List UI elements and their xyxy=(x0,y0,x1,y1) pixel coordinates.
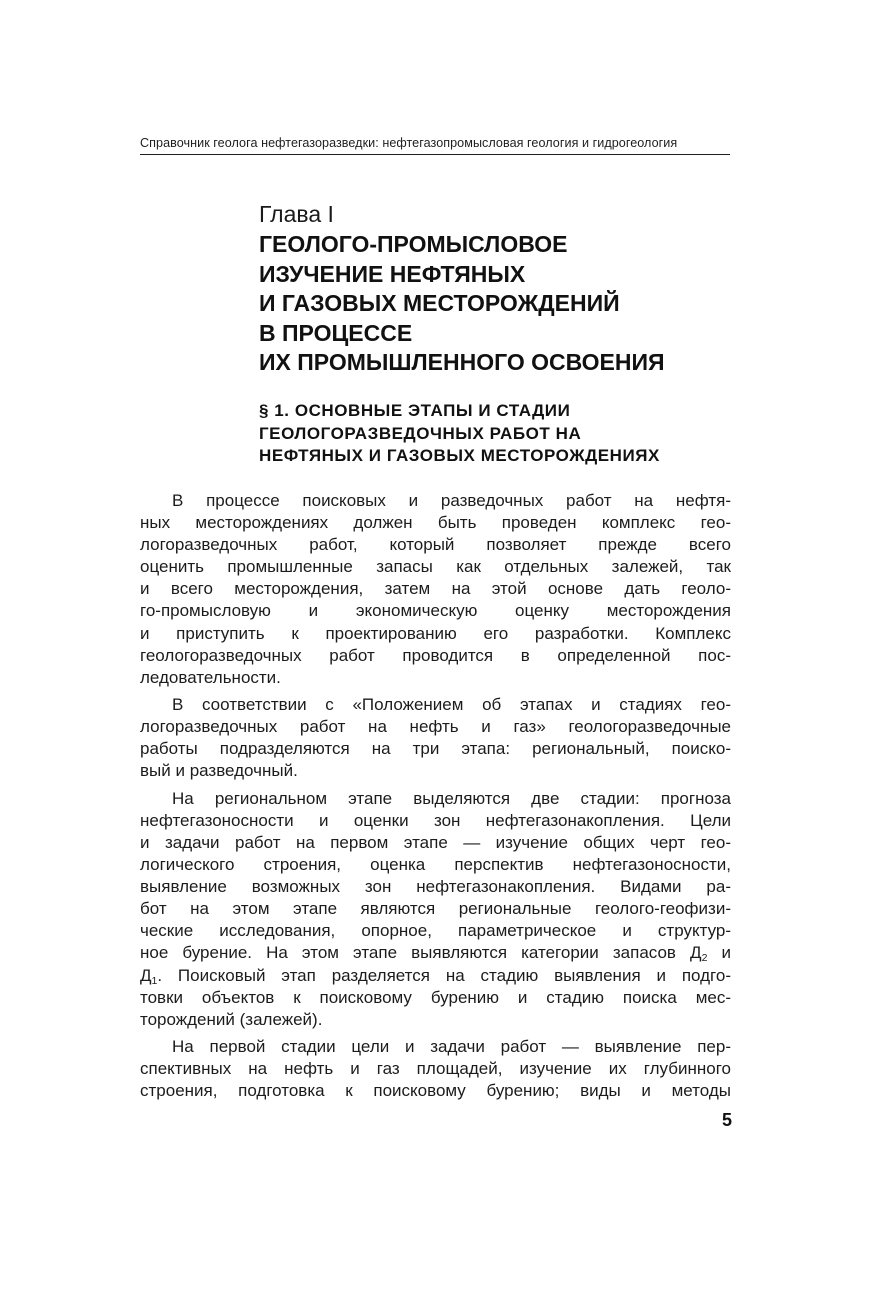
text-line: оценить промышленные запасы как отдельных залежей, так xyxy=(140,557,731,577)
header-rule xyxy=(140,154,730,155)
text-line: нефтегазоносности и оценки зон нефтегазонакопления. Цели xyxy=(140,810,731,830)
text-line: выявление возможных зон нефтегазонакопления. Видами ра- xyxy=(140,877,731,897)
text-line-with-subscript xyxy=(140,942,731,964)
chapter-title xyxy=(259,230,729,378)
text-line: вый и разведочный. xyxy=(140,761,298,781)
chapter-title-line: ИХ ПРОМЫШЛЕННОГО ОСВОЕНИЯ xyxy=(259,349,665,375)
text-line: В соответствии с «Положением об этапах и стадиях гео- xyxy=(172,695,731,715)
text-line: логоразведочных работ на нефть и газ» геологоразведочные xyxy=(140,717,731,737)
page-number: 5 xyxy=(721,1110,732,1130)
body-text xyxy=(140,490,731,1108)
text-fragment: и xyxy=(707,943,731,963)
section-title-line: § 1. ОСНОВНЫЕ ЭТАПЫ И СТАДИИ xyxy=(259,401,571,420)
text-line: торождений (залежей). xyxy=(140,1009,323,1029)
text-line: ных месторождениях должен быть проведен комплекс гео- xyxy=(140,513,731,533)
text-line: В процессе поисковых и разведочных работ на нефтя- xyxy=(172,491,731,510)
subscript: 2 xyxy=(701,952,708,965)
text-line: ледовательности. xyxy=(140,667,281,687)
text-line: товки объектов к поисковому бурению и стадию поиска мес- xyxy=(140,987,731,1007)
text-fragment: Д xyxy=(140,965,152,985)
subscript: 1 xyxy=(151,974,158,987)
running-head: Справочник геолога нефтегазоразведки: нефтегазопромысловая геология и гидрогеология xyxy=(140,136,678,150)
text-line: и всего месторождения, затем на этой основе дать геоло- xyxy=(140,579,731,599)
text-line: и приступить к проектированию его разработки. Комплекс xyxy=(140,623,731,643)
text-line: спективных на нефть и газ площадей, изучение их глубинного xyxy=(140,1059,731,1079)
text-line-with-subscript xyxy=(140,965,731,987)
chapter-label: Глава I xyxy=(259,201,334,227)
text-line: работы подразделяются на три этапа: региональный, поиско- xyxy=(140,739,731,759)
text-fragment: . Поисковый этап разделяется на стадию выявления и подго- xyxy=(157,965,731,985)
text-line: логоразведочных работ, который позволяет прежде всего xyxy=(140,535,731,555)
chapter-title-line: ИЗУЧЕНИЕ НЕФТЯНЫХ xyxy=(259,260,526,287)
text-line: На первой стадии цели и задачи работ — выявление пер- xyxy=(172,1037,731,1057)
text-line: бот на этом этапе являются региональные геолого-геофизи- xyxy=(140,899,731,919)
text-line: и задачи работ на первом этапе — изучение общих черт гео- xyxy=(140,833,731,852)
paragraph-3 xyxy=(140,788,731,1031)
text-line: геологоразведочных работ проводится в определенной пос- xyxy=(140,645,731,665)
text-line: На региональном этапе выделяются две стадии: прогноза xyxy=(172,788,731,808)
section-title xyxy=(259,400,729,468)
chapter-title-line: ГЕОЛОГО-ПРОМЫСЛОВОЕ xyxy=(259,231,568,257)
paragraph-4 xyxy=(140,1036,731,1102)
paragraph-2 xyxy=(140,694,731,782)
chapter-title-line: И ГАЗОВЫХ МЕСТОРОЖДЕНИЙ xyxy=(259,290,620,316)
text-line: строения, подготовка к поисковому бурению; виды и методы xyxy=(140,1081,731,1101)
section-title-line: НЕФТЯНЫХ И ГАЗОВЫХ МЕСТОРОЖДЕНИЯХ xyxy=(259,446,660,465)
section-title-line: ГЕОЛОГОРАЗВЕДОЧНЫХ РАБОТ НА xyxy=(259,423,582,443)
chapter-title-line: В ПРОЦЕССЕ xyxy=(259,319,413,346)
text-line: логического строения, оценка перспектив нефтегазоносности, xyxy=(140,855,731,875)
text-line: ческие исследования, опорное, параметрическое и структур- xyxy=(140,921,731,941)
paragraph-1 xyxy=(140,490,731,689)
text-line: го-промысловую и экономическую оценку месторождения xyxy=(140,601,731,621)
text-fragment: ное бурение. На этом этапе выявляются категории запасов Д xyxy=(140,943,702,963)
